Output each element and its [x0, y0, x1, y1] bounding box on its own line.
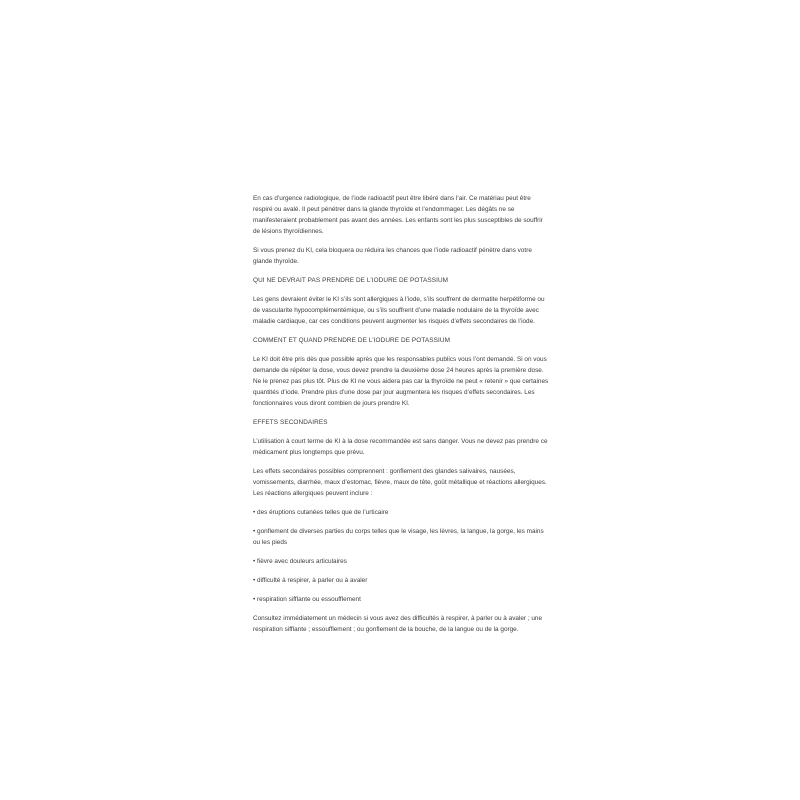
paragraph-consult-doctor: Consultez immédiatement un médecin si vous avez des difficultés à respirer, à parler ou à avaler ; une respiration sifflante ; essoufflement ; ou gonflement de la bouche, de la langue ou de la gorge.	[253, 615, 543, 633]
list-item: • difficulté à respirer, à parler ou à avaler	[253, 577, 368, 584]
heading-who-should-not-take: QUI NE DEVRAIT PAS PRENDRE DE L’IODURE DE POTASSIUM	[253, 277, 449, 284]
list-item: • gonflement de diverses parties du corps telles que le visage, les lèvres, la langue, la gorge, les mains ou les pieds	[253, 528, 544, 546]
document-body	[253, 193, 550, 643]
paragraph-ki-effect: Si vous prenez du KI, cela bloquera ou réduira les chances que l’iode radioactif pénètre dans votre glande thyroïde.	[253, 247, 532, 265]
paragraph-intro: En cas d’urgence radiologique, de l’iode radioactif peut être libéré dans l’air. Ce matériau peut être respiré ou avalé. Il peut pénétrer dans la glande thyroïde et l’endommager. Les dégâts ne se manifesteraient probablement pas avant des années. Les enfants sont les plus susceptibles de souffrir de lésions thyroïdiennes.	[253, 195, 543, 235]
list-item: • des éruptions cutanées telles que de l’urticaire	[253, 509, 389, 516]
list-item: • respiration sifflante ou essoufflement	[253, 596, 361, 603]
paragraph-short-term-use: L’utilisation à court terme de KI à la dose recommandée est sans danger. Vous ne devez pas prendre ce médicament plus longtemps que prévu.	[253, 438, 548, 456]
paragraph-contraindications: Les gens devraient éviter le KI s’ils sont allergiques à l’iode, s’ils souffrent de dermatite herpétiforme ou de vascularite hypocomplémentémique, ou s’ils souffrent d’une maladie nodulaire de la thyroïde avec maladie cardiaque, car ces conditions peuvent augmenter les risques d’effets secondaires de l’iode.	[253, 296, 545, 325]
paragraph-dosage: Le KI doit être pris dès que possible après que les responsables publics vous l’ont demandé. Si on vous demande de répéter la dose, vous devez prendre la deuxième dose 24 heures après la première dose. Ne le prenez pas plus tôt. Plus de KI ne vous aidera pas car la thyroïde ne peut « retenir » que certaines quantités d’iode. Prendre plus d’une dose par jour augmentera les risques d’effets secondaires. Les fonctionnaires vous diront combien de jours prendre KI.	[253, 356, 549, 407]
heading-how-when-to-take: COMMENT ET QUAND PRENDRE DE L’IODURE DE POTASSIUM	[253, 337, 450, 344]
paragraph-possible-effects: Les effets secondaires possibles comprennent : gonflement des glandes salivaires, nausées, vomissements, diarrhée, maux d’estomac, fièvre, maux de tête, goût métallique et réactions allergiques. Les réactions allergiques peuvent inclure :	[253, 468, 547, 497]
heading-side-effects: EFFETS SECONDAIRES	[253, 419, 328, 426]
list-item: • fièvre avec douleurs articulaires	[253, 558, 347, 565]
